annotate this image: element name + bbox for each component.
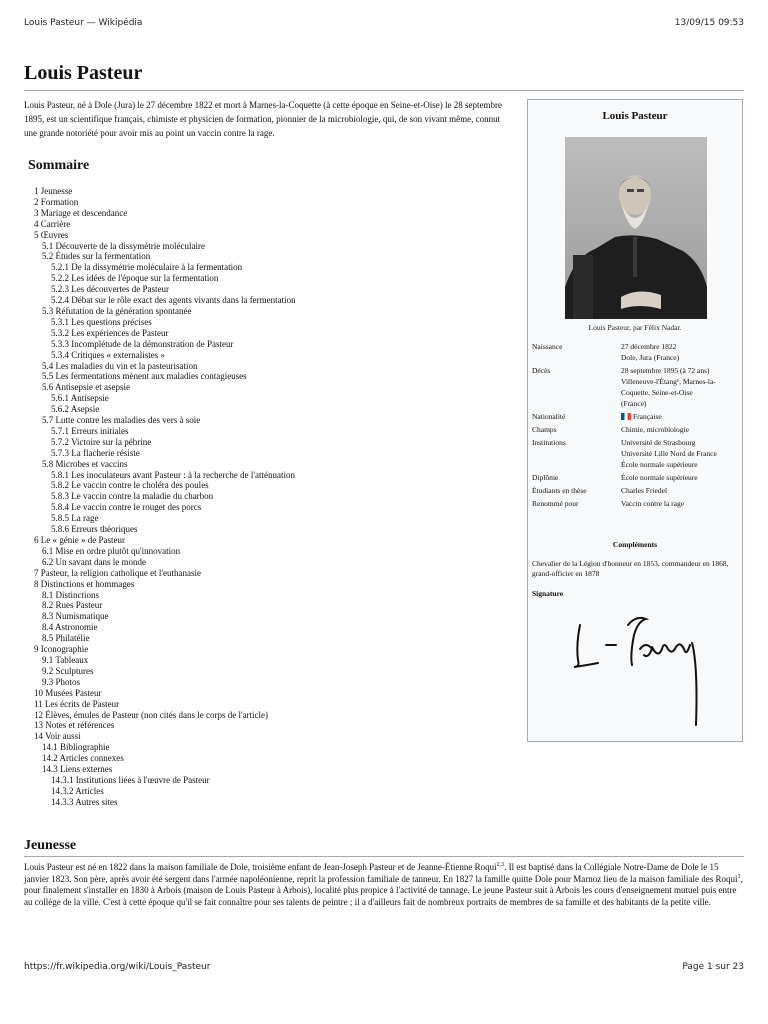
toc-item[interactable]: 5.8.5 La rage [51,513,99,524]
infobox-value-line[interactable]: (France) [621,399,647,408]
toc-item[interactable]: 5.8.2 Le vaccin contre le choléra des poules [51,480,209,491]
toc-item[interactable]: 8.5 Philatélie [42,633,90,644]
toc-item[interactable]: 5.7.3 La flacherie résiste [51,447,140,458]
toc-item[interactable]: 2 Formation [34,196,79,207]
toc-item[interactable]: 3 Mariage et descendance [34,207,128,218]
toc-item[interactable]: 6.2 Un savant dans le monde [42,556,146,567]
toc-item[interactable]: 5.8.4 Le vaccin contre le rouget des porcs [51,502,202,513]
toc-item[interactable]: 8.2 Rues Pasteur [42,600,103,611]
print-footer [24,962,744,972]
infobox-value [621,437,740,470]
toc-item[interactable]: 7 Pasteur, la religion catholique et l'euthanasie [34,567,201,578]
infobox-value-line[interactable]: Université Lille Nord de France [621,449,717,458]
signature-image [568,605,708,735]
infobox-honours: Chevalier de la Légion d'honneur en 1853, commandeur en 1868, grand-officier en 1878 [532,559,729,578]
infobox-row [532,424,740,435]
infobox-value-line[interactable]: École normale supérieure [621,460,698,469]
infobox-value-line[interactable]: 28 septembre 1895 (à 72 ans) [621,366,710,375]
infobox-row [532,341,740,363]
toc-title: Sommaire [28,158,90,173]
portrait-caption: Louis Pasteur, par Félix Nadar. [588,323,682,332]
infobox-value [621,424,740,435]
toc-item[interactable]: 11 Les écrits de Pasteur [34,698,120,709]
toc-item[interactable]: 9.2 Sculptures [42,665,94,676]
toc-item[interactable]: 9.3 Photos [42,676,81,687]
toc-item[interactable]: 5.4 Les maladies du vin et la pasteurisation [42,360,198,371]
toc-item[interactable]: 5.3.4 Critiques « externalistes » [51,349,165,360]
print-header [24,18,744,28]
toc-item[interactable]: 5.8.1 Les inoculateurs avant Pasteur : à la recherche de l'atténuation [51,469,296,480]
toc-item[interactable]: 14.2 Articles connexes [42,753,124,764]
toc-item[interactable]: 5.2.4 Débat sur le rôle exact des agents vivants dans la fermentation [51,295,296,306]
toc-item[interactable]: 10 Musées Pasteur [34,687,102,698]
section-divider [24,856,744,857]
infobox-label: Étudiants en thèse [532,486,587,495]
toc-item[interactable]: 5.3.3 Incomplétude de la démonstration de Pasteur [51,338,234,349]
infobox-value-line[interactable]: Vaccin contre la rage [621,499,685,508]
toc-item[interactable]: 8.4 Astronomie [42,622,98,633]
toc-item[interactable]: 5.6 Antisepsie et asepsie [42,382,130,393]
toc-item[interactable]: 5.2.1 De la dissymétrie moléculaire à la fermentation [51,262,243,273]
section-paragraph [24,862,744,908]
infobox-section-title: Compléments [612,540,658,549]
print-page-title: Louis Pasteur — Wikipédia [24,18,143,28]
print-url: https://fr.wikipedia.org/wiki/Louis_Pasteur [24,962,211,972]
flag-france-icon [621,413,631,420]
toc-item[interactable]: 5.8.3 Le vaccin contre la maladie du charbon [51,491,214,502]
infobox-value-line[interactable]: Chimie, microbiologie [621,425,689,434]
toc-item[interactable]: 5.8 Microbes et vaccins [42,458,128,469]
toc-item[interactable]: 5.7.1 Erreurs initiales [51,425,129,436]
infobox-value-line[interactable]: Coquette, Seine-et-Oise [621,388,693,397]
paragraph-part-3: , pour finalement s'installer en 1830 à Arbois (maison de Louis Pasteur à Arbois), localité plus propice à l'activité de tannage. Le jeune Pasteur suit à Arbois les cours d'enseignement mutuel puis entre au collège de la ville. C'est à cette époque qu'il se fait connaître pour ses talents de peintre ; il a d'ailleurs fait de nombreux portraits de membres de sa famille et des habitants de la petite ville. [24,873,743,907]
reference-link[interactable]: 2,3 [496,862,505,868]
table-of-contents [28,186,498,808]
infobox-value-line[interactable]: Villeneuve-l'Étang¹, Marnes-la- [621,377,716,386]
infobox-value-line[interactable]: Dole, Jura (France) [621,353,680,362]
infobox-label: Champs [532,425,557,434]
print-datetime: 13/09/15 09:53 [674,18,744,28]
infobox-value-line[interactable]: Université de Strasbourg [621,438,696,447]
portrait-photo [565,137,707,319]
infobox-row [532,437,740,470]
toc-item[interactable]: 5.8.6 Erreurs théoriques [51,524,138,535]
infobox-label: Renommé pour [532,499,579,508]
title-divider [24,90,744,91]
infobox-value [621,498,740,509]
intro-paragraph: Louis Pasteur, né à Dole (Jura) le 27 décembre 1822 et mort à Marnes-la-Coquette (à cette époque en Seine-et-Oise) le 28 septembre 1895, est un scientifique français, chimiste et physicien de formation, pionnier de la microbiologie, qui, de son vivant même, connut une grande notoriété pour avoir mis au point un vaccin contre la rage. [24,100,502,138]
toc-item[interactable]: 9 Iconographie [34,644,89,655]
toc-item[interactable]: 5 Œuvres [34,229,69,240]
toc-item[interactable]: 5.3.2 Les expériences de Pasteur [51,327,169,338]
toc-item[interactable]: 14 Voir aussi [34,731,81,742]
infobox-row [532,411,740,422]
infobox-label: Décès [532,366,551,375]
infobox-row [532,365,740,409]
signature-label: Signature [532,589,564,598]
toc-item[interactable]: 14.1 Bibliographie [42,742,110,753]
toc-item[interactable]: 14.3 Liens externes [42,764,113,775]
toc-item[interactable]: 14.3.2 Articles [51,785,104,796]
infobox [527,99,743,742]
toc-item[interactable]: 12 Élèves, émules de Pasteur (non cités dans le corps de l'article) [34,709,269,720]
infobox-rows [532,341,740,511]
infobox-value-line[interactable]: Charles Friedel [621,486,668,495]
infobox-row [532,498,740,509]
toc-item[interactable]: 8.1 Distinctions [42,589,100,600]
toc-item[interactable]: 5.2 Études sur la fermentation [42,251,151,262]
infobox-value-line[interactable]: 27 décembre 1822 [621,342,677,351]
paragraph-part-2: . Il est baptisé dans la Collégiale Notre-Dame de Dole le 15 janvier 1823. Son père, après avoir été sergent dans l'armée napoléonienne, reprit la profession familiale de tanneur. En 1827 la famille quitte Dole pour Marnoz lieu de la maison familiale des Roqui [24,862,738,884]
toc-item[interactable]: 5.6.2 Asepsie [51,404,100,415]
reference-link[interactable]: 3 [737,873,741,880]
infobox-value [621,341,740,363]
toc-item[interactable]: 5.1 Découverte de la dissymétrie moléculaire [42,240,205,251]
infobox-value-line[interactable]: Française [633,412,662,421]
infobox-row [532,472,740,483]
infobox-value [621,485,740,496]
infobox-value [621,472,740,483]
article-title: Louis Pasteur [24,62,143,84]
infobox-label: Nationalité [532,412,566,421]
infobox-label: Naissance [532,342,563,351]
print-page-number: Page 1 sur 23 [682,962,744,972]
paragraph-part-1: Louis Pasteur est né en 1822 dans la maison familiale de Dole, troisième enfant de Jean-Joseph Pasteur et de Jeanne-Étienne Roqui [24,862,497,872]
toc-item[interactable]: 13 Notes et références [34,720,115,731]
infobox-value [621,365,740,409]
toc-item[interactable]: 5.2.3 Les découvertes de Pasteur [51,284,169,295]
toc-item[interactable]: 9.1 Tableaux [42,654,89,665]
toc-item[interactable]: 5.6.1 Antisepsie [51,393,109,404]
toc-item[interactable]: 8 Distinctions et hommages [34,578,135,589]
toc-item[interactable]: 5.7 Lutte contre les maladies des vers à soie [42,415,201,426]
toc-item[interactable]: 14.3.3 Autres sites [51,796,118,807]
toc-item[interactable]: 14.3.1 Institutions liées à l'œuvre de Pasteur [51,774,210,785]
toc-item[interactable]: 6 Le « génie » de Pasteur [34,535,125,545]
toc-item[interactable]: 5.3 Réfutation de la génération spontanée [42,305,192,316]
infobox-label: Diplôme [532,473,559,482]
section-title-jeunesse: Jeunesse [24,838,77,853]
toc-item[interactable]: 8.3 Numismatique [42,611,109,622]
toc-item[interactable]: 6.1 Mise en ordre plutôt qu'innovation [42,545,181,556]
toc-item[interactable]: 4 Carrière [34,218,71,229]
toc-item[interactable]: 1 Jeunesse [34,186,73,196]
toc-item[interactable]: 5.7.2 Victoire sur la pébrine [51,436,152,447]
toc-item[interactable]: 5.2.2 Les idées de l'époque sur la fermentation [51,273,219,284]
infobox-label: Institutions [532,438,566,447]
infobox-value [621,411,740,422]
toc-item[interactable]: 5.3.1 Les questions précises [51,316,152,327]
infobox-title: Louis Pasteur [602,110,668,122]
infobox-row [532,485,740,496]
toc-item[interactable]: 5.5 Les fermentations mènent aux maladies contagieuses [42,371,247,382]
infobox-value-line[interactable]: École normale supérieure [621,473,698,482]
